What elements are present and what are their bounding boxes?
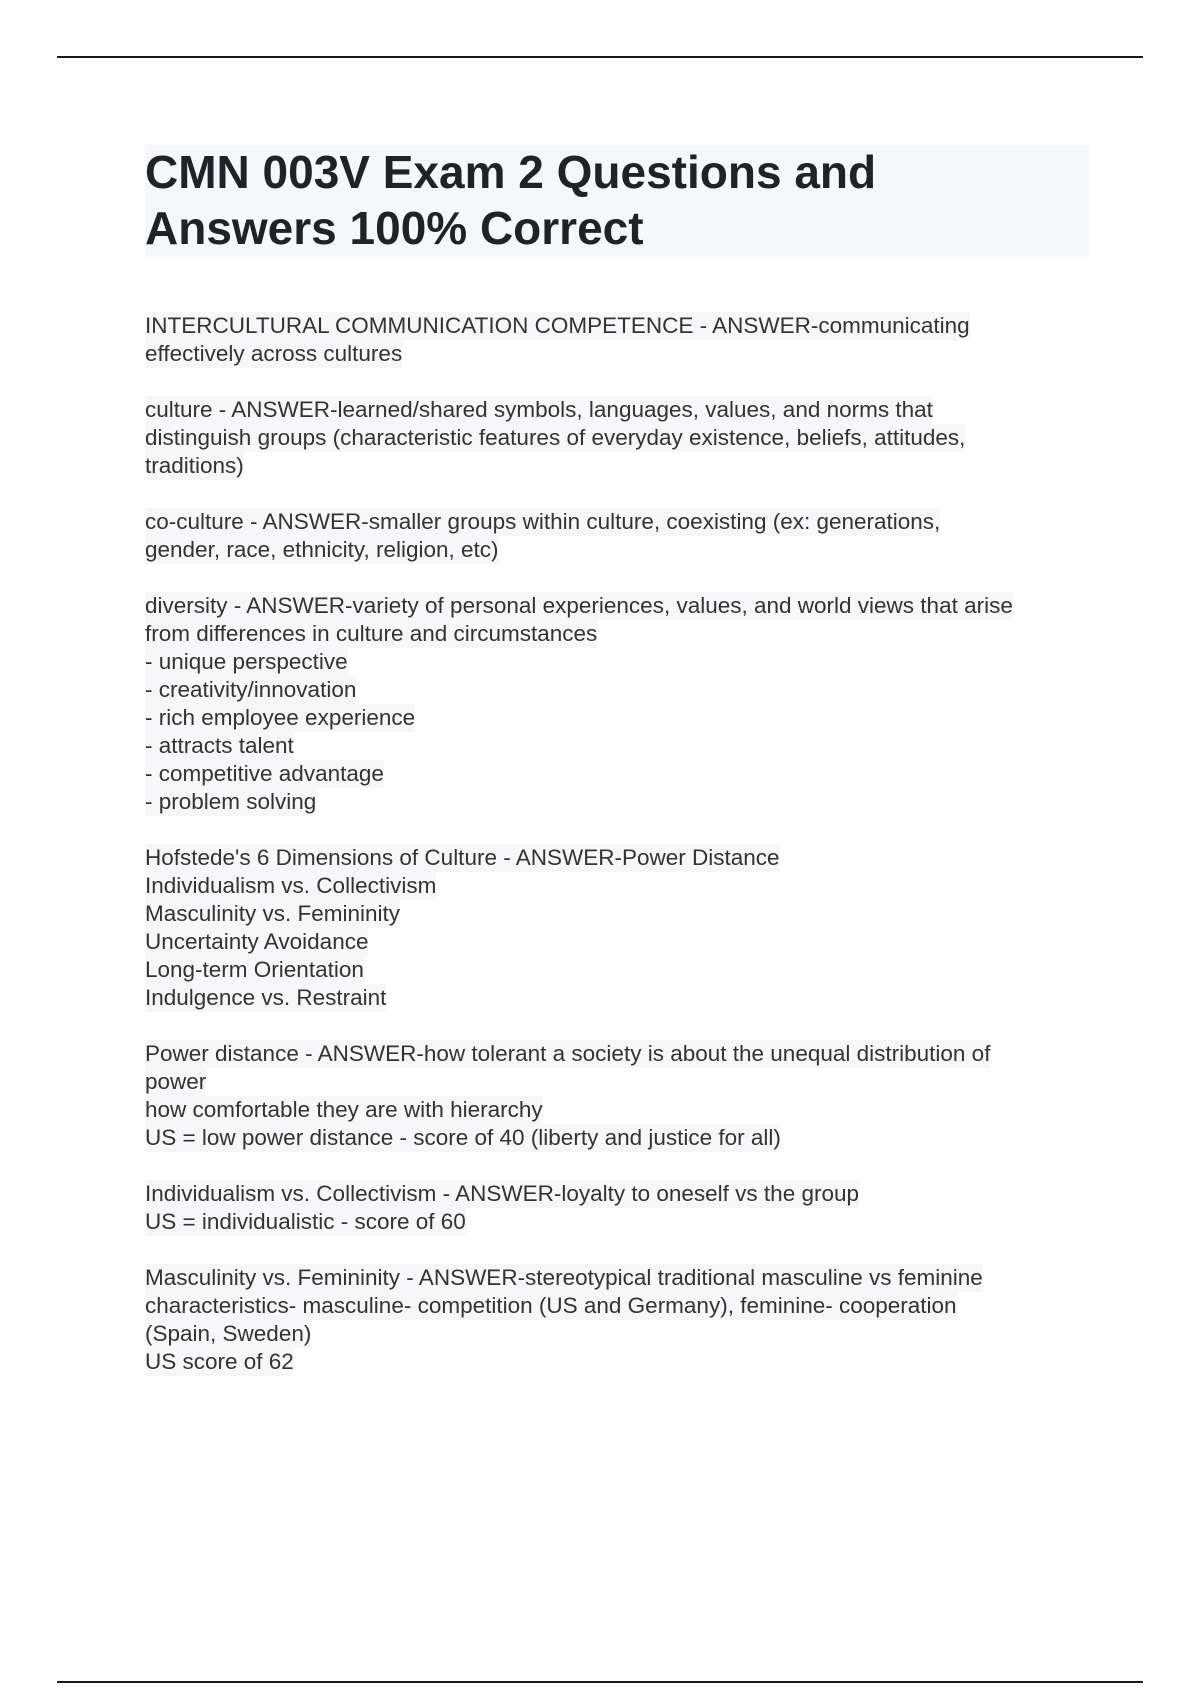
entry-line: characteristics- masculine- competition (US and Germany), feminine- cooperation [145, 1293, 957, 1318]
entry-line: US = low power distance - score of 40 (liberty and justice for all) [145, 1125, 781, 1150]
top-rule [57, 56, 1143, 58]
qa-entry [145, 844, 1095, 1012]
qa-list [145, 312, 1095, 1404]
entry-line: US = individualistic - score of 60 [145, 1209, 466, 1234]
qa-entry [145, 396, 1095, 480]
entry-line: Masculinity vs. Femininity - ANSWER-stereotypical traditional masculine vs feminine [145, 1265, 983, 1290]
entry-line: - unique perspective [145, 649, 348, 674]
entry-line: US score of 62 [145, 1349, 294, 1374]
entry-line: INTERCULTURAL COMMUNICATION COMPETENCE - ANSWER-communicating [145, 313, 970, 338]
document-title [145, 144, 1089, 256]
entry-line: power [145, 1069, 207, 1094]
title-line: CMN 003V Exam 2 Questions and [145, 146, 877, 198]
entry-line: Individualism vs. Collectivism [145, 873, 437, 898]
entry-line: Power distance - ANSWER-how tolerant a society is about the unequal distribution of [145, 1041, 991, 1066]
entry-line: how comfortable they are with hierarchy [145, 1097, 543, 1122]
entry-line: distinguish groups (characteristic features of everyday existence, beliefs, attitudes, [145, 425, 966, 450]
entry-line: Long-term Orientation [145, 957, 364, 982]
entry-line: Hofstede's 6 Dimensions of Culture - ANSWER-Power Distance [145, 845, 780, 870]
entry-line: diversity - ANSWER-variety of personal experiences, values, and world views that arise [145, 593, 1013, 618]
title-line: Answers 100% Correct [145, 202, 644, 254]
qa-entry [145, 1180, 1095, 1236]
entry-line: Indulgence vs. Restraint [145, 985, 387, 1010]
entry-line: Masculinity vs. Femininity [145, 901, 401, 926]
qa-entry [145, 312, 1095, 368]
entry-line: - competitive advantage [145, 761, 384, 786]
entry-line: traditions) [145, 453, 244, 478]
bottom-rule [57, 1681, 1143, 1683]
qa-entry [145, 1040, 1095, 1152]
entry-line: Individualism vs. Collectivism - ANSWER-loyalty to oneself vs the group [145, 1181, 860, 1206]
entry-line: from differences in culture and circumstances [145, 621, 598, 646]
entry-line: culture - ANSWER-learned/shared symbols, languages, values, and norms that [145, 397, 933, 422]
qa-entry [145, 508, 1095, 564]
entry-line: gender, race, ethnicity, religion, etc) [145, 537, 499, 562]
qa-entry [145, 592, 1095, 816]
qa-entry [145, 1264, 1095, 1376]
entry-line: co-culture - ANSWER-smaller groups within culture, coexisting (ex: generations, [145, 509, 941, 534]
entry-line: - attracts talent [145, 733, 294, 758]
entry-line: (Spain, Sweden) [145, 1321, 312, 1346]
entry-line: Uncertainty Avoidance [145, 929, 369, 954]
entry-line: - problem solving [145, 789, 317, 814]
entry-line: - rich employee experience [145, 705, 416, 730]
entry-line: effectively across cultures [145, 341, 403, 366]
entry-line: - creativity/innovation [145, 677, 357, 702]
